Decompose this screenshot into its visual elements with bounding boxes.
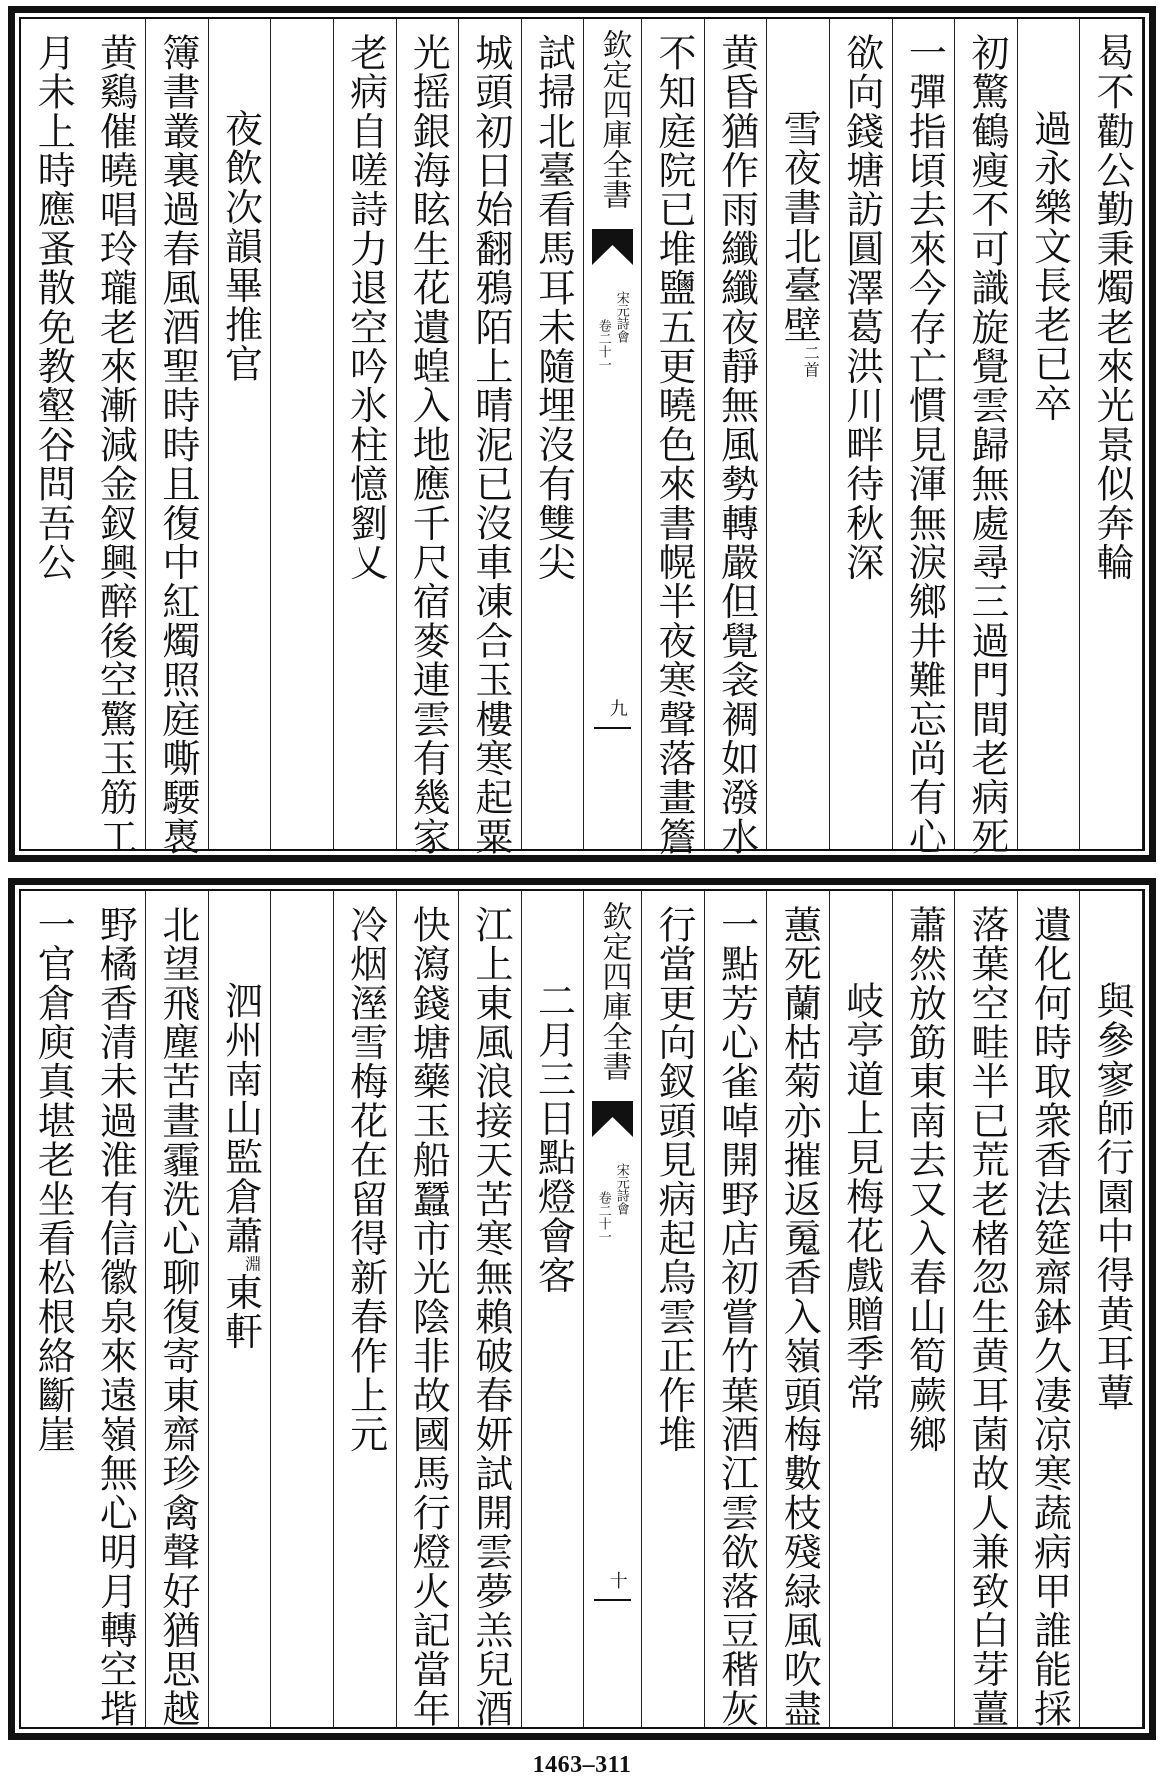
text-column (271, 891, 334, 1727)
text-column (209, 19, 272, 849)
poem-line (1090, 33, 1135, 582)
column-text: 雪夜書北臺壁 (777, 109, 822, 345)
gutter-volume: 卷二十一 (595, 1191, 611, 1243)
column-text: 不知庭院已堆鹽五更曉色來書幌半夜寒聲落畫簷 (652, 33, 697, 857)
column-text: 黄鷄催曉唱玲瓏老來漸減金釵興醉後空驚玉筋工 (93, 33, 138, 857)
text-column (146, 19, 209, 857)
column-text: 北望飛塵苦晝霾洗心聊復寄東齋珍禽聲好猶思越 (155, 905, 200, 1729)
poem-line (531, 33, 576, 582)
column-text: 岐亭道上見梅花戲贈季常 (839, 981, 884, 1413)
poem-line (652, 33, 697, 857)
column-text: 落葉空畦半已荒老楮忽生黄耳菌故人兼致白芽薑 (964, 905, 1009, 1729)
text-column (893, 19, 956, 857)
column-text: 一彈指頃去來今存亡慣見渾無淚鄉井難忘尚有心 (902, 33, 947, 857)
text-column (397, 891, 460, 1727)
text-column (1018, 891, 1081, 1727)
poem-line (839, 33, 884, 582)
column-text: 冷烟溼雪梅花在留得新春作上元 (343, 905, 388, 1454)
text-column (767, 891, 830, 1727)
gutter-title: 欽定四庫全書 (596, 29, 632, 209)
column-text: 光摇銀海眩生花遺蝗入地應千尺宿麥連雲有幾家 (406, 33, 451, 857)
poem-line (777, 905, 822, 1729)
text-column (146, 891, 209, 1727)
column-text: 二月三日點燈會客 (531, 981, 576, 1295)
column-text: 試掃北臺看馬耳未隨埋沒有雙尖 (531, 33, 576, 582)
text-column (1080, 891, 1143, 1727)
poem-line (406, 33, 451, 857)
text-column (459, 19, 522, 857)
gutter-page-rule (594, 1599, 631, 1601)
gutter-volume: 卷二十一 (595, 319, 611, 371)
column-text: 黄昏猶作雨纖纖夜靜無風勢轉嚴但覺衾裯如潑水 (714, 33, 759, 857)
column-text: 蕭然放筯東南去又入春山筍蕨鄉 (902, 905, 947, 1454)
text-column (522, 19, 585, 849)
center-gutter (584, 891, 642, 1727)
column-text: 一官倉庾真堪老坐看松根絡斷崖 (31, 905, 76, 1454)
poem-line (839, 981, 884, 1413)
poem-line (93, 905, 138, 1729)
poem-line (1090, 981, 1135, 1413)
column-text: 過永樂文長老已卒 (1027, 109, 1072, 423)
poem-title (218, 981, 263, 1352)
text-column (955, 19, 1018, 857)
text-column (522, 891, 585, 1727)
text-column (209, 891, 272, 1727)
poem-line (406, 905, 451, 1729)
column-text: 江上東風浪接天苦寒無賴破春妍試開雲夢羔兒酒 (468, 905, 513, 1729)
column-text: 一點芳心雀啅開野店初嘗竹葉酒江雲欲落豆稭灰 (714, 905, 759, 1729)
poem-line (714, 905, 759, 1729)
text-column (705, 19, 768, 857)
bottom-page-inner-border (19, 889, 1145, 1729)
gutter-series-title: 宋元詩會 (613, 291, 629, 343)
text-column (642, 19, 705, 857)
text-column (1080, 19, 1143, 849)
poem-line (652, 905, 697, 1454)
poem-line (1027, 905, 1072, 1729)
poem-line (1027, 109, 1072, 423)
text-column (830, 19, 893, 849)
text-column (84, 891, 147, 1727)
annotation-note: 淵 (242, 1255, 262, 1273)
column-text-continued: 東軒 (218, 1272, 263, 1352)
column-text: 泗州南山監倉蕭 (218, 981, 263, 1256)
column-text: 快瀉錢塘藥玉船蠶市光陰非故國馬行燈火記當年 (406, 905, 451, 1729)
page-footer-code: 1463–311 (532, 1752, 632, 1778)
text-column (459, 891, 522, 1727)
column-text: 城頭初日始翻鴉陌上晴泥已沒車凍合玉樓寒起粟 (468, 33, 513, 857)
column-text: 行當更向釵頭見病起烏雲正作堆 (652, 905, 697, 1454)
gutter-title: 欽定四庫全書 (596, 901, 632, 1081)
fishtail-ornament (592, 229, 633, 269)
center-gutter (584, 19, 642, 849)
poem-line (155, 905, 200, 1729)
column-text: 欲向錢塘訪圓澤葛洪川畔待秋深 (839, 33, 884, 582)
text-column (767, 19, 830, 849)
text-column (21, 891, 84, 1727)
text-column (84, 19, 147, 857)
poem-line (468, 905, 513, 1729)
gutter-page-rule (594, 727, 631, 729)
annotation-note: 二首 (801, 344, 821, 379)
column-text: 月未上時應蚤散免教壑谷問吾公 (31, 33, 76, 582)
poem-line (93, 33, 138, 857)
poem-line (468, 33, 513, 857)
gutter-series-title: 宋元詩會 (613, 1163, 629, 1215)
text-column (830, 891, 893, 1727)
poem-line (218, 109, 263, 384)
text-column (705, 891, 768, 1727)
bottom-page-frame (8, 878, 1156, 1740)
column-text: 遺化何時取衆香法筵齋鉢久凄凉寒蔬病甲誰能採 (1027, 905, 1072, 1729)
poem-line (31, 905, 76, 1454)
text-column (955, 891, 1018, 1727)
column-text: 野橘香清未過淮有信徽泉來遠嶺無心明月轉空堦 (93, 905, 138, 1729)
text-column (334, 19, 397, 849)
text-column (893, 891, 956, 1727)
column-text: 蕙死蘭枯菊亦摧返䰟香入嶺頭梅數枝殘緑風吹盡 (777, 905, 822, 1729)
poem-line (155, 33, 200, 857)
text-column (1018, 19, 1081, 849)
text-column (334, 891, 397, 1727)
column-text: 老病自嗟詩力退空吟氷柱憶劉乂 (343, 33, 388, 582)
gutter-page-number: 九 (606, 699, 628, 717)
poem-line (531, 981, 576, 1295)
poem-line (902, 33, 947, 857)
poem-line (902, 905, 947, 1454)
column-text: 曷不勸公勤秉燭老來光景似奔輪 (1090, 33, 1135, 582)
column-text: 簿書叢裏過春風酒聖時時且復中紅燭照庭嘶騕褭 (155, 33, 200, 857)
top-page-inner-border (19, 17, 1145, 857)
top-page-frame (8, 6, 1156, 862)
fishtail-ornament (592, 1101, 633, 1141)
text-column (271, 19, 334, 849)
text-column (397, 19, 460, 857)
gutter-page-number: 十 (606, 1571, 628, 1589)
poem-line (343, 905, 388, 1454)
column-text: 與參寥師行園中得黄耳蕈 (1090, 981, 1135, 1413)
poem-title (777, 109, 822, 379)
column-text: 夜飲次韻畢推官 (218, 109, 263, 384)
text-column (21, 19, 84, 849)
poem-line (964, 905, 1009, 1729)
poem-line (31, 33, 76, 582)
poem-line (714, 33, 759, 857)
poem-line (964, 33, 1009, 857)
column-text: 初驚鶴瘦不可識旋覺雲歸無處尋三過門間老病死 (964, 33, 1009, 857)
poem-line (343, 33, 388, 582)
text-column (642, 891, 705, 1727)
